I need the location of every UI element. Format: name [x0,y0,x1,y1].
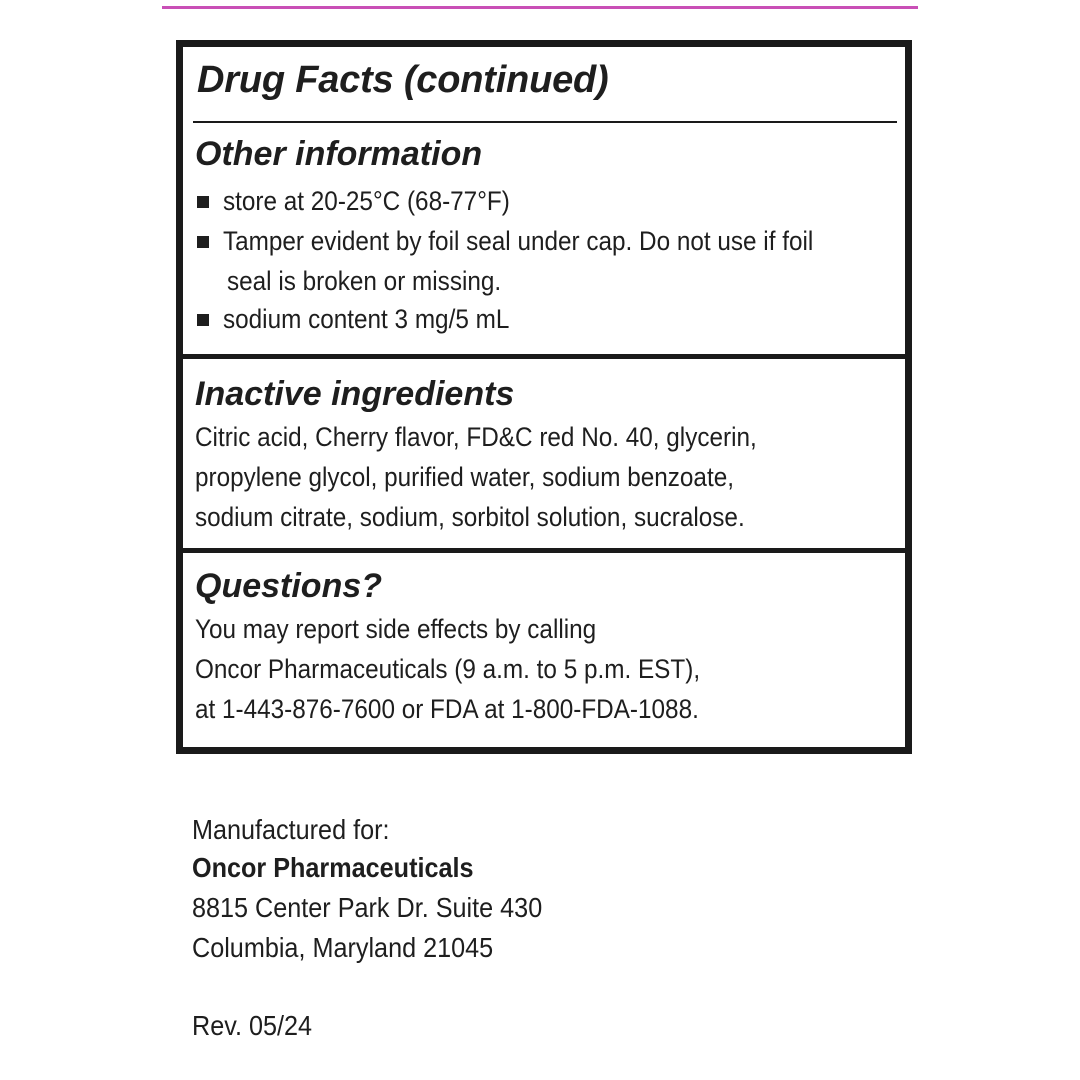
inactive-ingredients-section [183,359,905,553]
bullet-text: Tamper evident by foil seal under cap. Do not use if foil [223,226,814,256]
address-line-2: Columbia, Maryland 21045 [192,932,494,963]
bullet-square-icon [197,196,209,208]
bullet-text: sodium content 3 mg/5 mL [223,304,510,334]
ingredients-line: Citric acid, Cherry flavor, FD&C red No. 40, glycerin, [195,422,757,452]
top-accent-line [162,6,918,9]
ingredients-line: sodium citrate, sodium, sorbitol solution, sucralose. [195,502,745,532]
bullet-text-continued: seal is broken or missing. [227,266,502,296]
manufacturer-name: Oncor Pharmaceuticals [192,852,474,883]
drug-facts-title: Drug Facts (continued) [197,59,609,101]
title-divider [193,121,897,123]
drug-facts-panel [176,40,912,754]
address-line-1: 8815 Center Park Dr. Suite 430 [192,892,543,923]
other-information-heading: Other information [195,135,483,173]
questions-section [183,553,905,754]
questions-heading: Questions? [195,567,383,605]
questions-line: at 1-443-876-7600 or FDA at 1-800-FDA-1088. [195,694,699,724]
revision-label: Rev. 05/24 [192,1010,313,1041]
ingredients-line: propylene glycol, purified water, sodium benzoate, [195,462,734,492]
bullet-square-icon [197,314,209,326]
questions-line: You may report side effects by calling [195,614,597,644]
manufactured-for-label: Manufactured for: [192,814,390,845]
questions-line: Oncor Pharmaceuticals (9 a.m. to 5 p.m. EST), [195,654,701,684]
inactive-ingredients-heading: Inactive ingredients [195,375,515,413]
bullet-square-icon [197,236,209,248]
bullet-text: store at 20-25°C (68-77°F) [223,186,510,216]
other-information-section [183,47,905,359]
